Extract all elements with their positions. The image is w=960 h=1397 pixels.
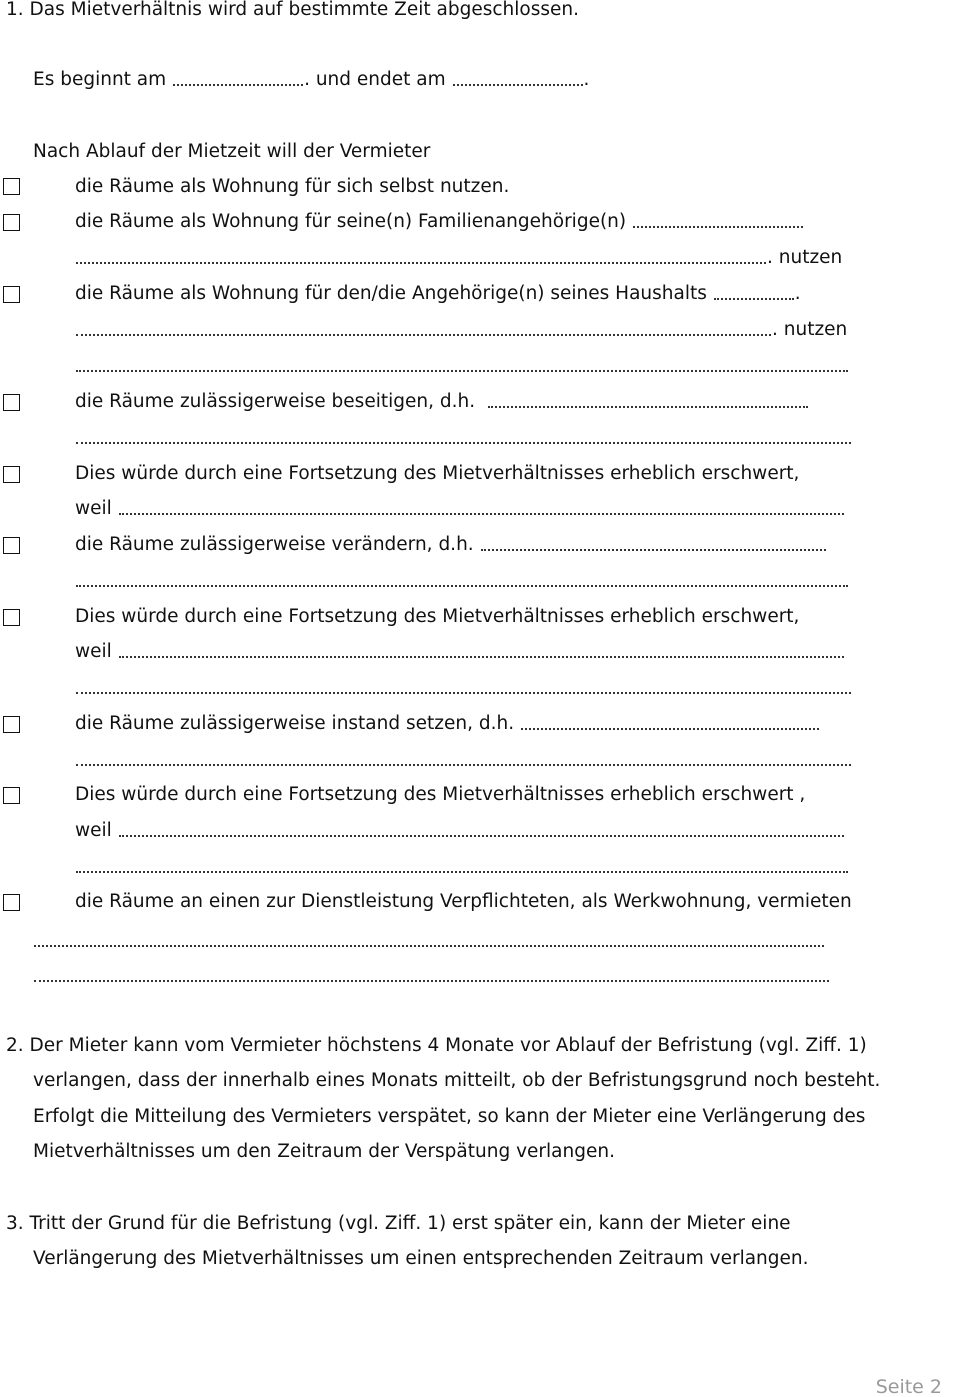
option-label: Dies würde durch eine Fortsetzung des Mietverhältnisses erheblich erschwert,: [75, 463, 800, 484]
term-line: [33, 68, 589, 92]
option-label: die Räume als Wohnung für den/die Angehörige(n) seines Haushalts .: [75, 283, 801, 304]
fill-in-field[interactable]: [521, 724, 819, 730]
section-3-line: Verlängerung des Mietverhältnisses um einen entsprechenden Zeitraum verlangen.: [33, 1248, 809, 1269]
section-2-line: verlangen, dass der innerhalb eines Monats mitteilt, ob der Befristungsgrund noch besteht.: [33, 1070, 881, 1091]
fill-line: [75, 569, 849, 593]
fill-in-field[interactable]: [34, 976, 829, 982]
fill-line: [33, 964, 830, 988]
fill-line: . nutzen: [75, 318, 847, 342]
checkbox-remove[interactable]: [3, 394, 20, 411]
fill-line: [75, 426, 852, 450]
option-label: die Räume zulässigerweise verändern, d.h.: [75, 533, 827, 557]
fill-in-field[interactable]: [34, 941, 824, 947]
checkbox-hardship-1[interactable]: [3, 466, 20, 483]
intro-text: Nach Ablauf der Mietzeit will der Vermieter: [33, 141, 431, 162]
fill-in-field[interactable]: [76, 581, 848, 587]
weil-line: weil: [75, 819, 845, 843]
weil-line: weil: [75, 640, 845, 664]
checkbox-work-apartment[interactable]: [3, 894, 20, 911]
checkbox-repair[interactable]: [3, 716, 20, 733]
fill-in-field[interactable]: [481, 545, 826, 551]
checkbox-family[interactable]: [3, 214, 20, 231]
option-label: die Räume an einen zur Dienstleistung Verpflichteten, als Werkwohnung, vermieten: [75, 891, 852, 912]
fill-in-field[interactable]: [76, 867, 848, 873]
fill-in-field[interactable]: [76, 760, 851, 766]
fill-line: [75, 354, 849, 378]
weil-line: weil: [75, 497, 845, 521]
fill-in-field[interactable]: [119, 509, 844, 515]
option-label: die Räume als Wohnung für seine(n) Familienangehörige(n): [75, 210, 804, 234]
section-2-line: Mietverhältnisses um den Zeitraum der Verspätung verlangen.: [33, 1141, 615, 1162]
section-1-title: 1. Das Mietverhältnis wird auf bestimmte Zeit abgeschlossen.: [6, 0, 579, 20]
checkbox-hardship-3[interactable]: [3, 787, 20, 804]
checkbox-household[interactable]: [3, 286, 20, 303]
checkbox-hardship-2[interactable]: [3, 609, 20, 626]
fill-in-field[interactable]: [76, 438, 851, 444]
checkbox-modify[interactable]: [3, 537, 20, 554]
section-2-line: Erfolgt die Mitteilung des Vermieters verspätet, so kann der Mieter eine Verlängerung des: [33, 1106, 866, 1127]
fill-line: [75, 676, 852, 700]
begin-label: Es beginnt am: [33, 69, 167, 90]
option-label: Dies würde durch eine Fortsetzung des Mietverhältnisses erheblich erschwert,: [75, 606, 800, 627]
begin-date-field[interactable]: [173, 80, 303, 86]
end-date-field[interactable]: [453, 80, 583, 86]
fill-line: . nutzen: [75, 246, 842, 270]
fill-line: [75, 855, 849, 879]
section-2-line: 2. Der Mieter kann vom Vermieter höchstens 4 Monate vor Ablauf der Befristung (vgl. Ziff. 1): [6, 1035, 867, 1056]
fill-in-field[interactable]: [76, 258, 766, 264]
fill-in-field[interactable]: [76, 330, 771, 336]
fill-in-field[interactable]: [714, 294, 794, 300]
option-label: die Räume zulässigerweise beseitigen, d.h.: [75, 390, 809, 414]
option-label: Dies würde durch eine Fortsetzung des Mietverhältnisses erheblich erschwert ,: [75, 784, 806, 805]
fill-in-field[interactable]: [119, 652, 844, 658]
fill-in-field[interactable]: [76, 688, 851, 694]
fill-in-field[interactable]: [488, 402, 808, 408]
checkbox-self-use[interactable]: [3, 178, 20, 195]
fill-in-field[interactable]: [119, 831, 844, 837]
option-label: die Räume als Wohnung für sich selbst nutzen.: [75, 176, 510, 197]
punct: .: [583, 69, 590, 90]
fill-in-field[interactable]: [633, 222, 803, 228]
fill-in-field[interactable]: [76, 366, 848, 372]
end-label: . und endet am: [304, 69, 446, 90]
fill-line: [75, 748, 852, 772]
section-3-line: 3. Tritt der Grund für die Befristung (vgl. Ziff. 1) erst später ein, kann der Mieter eine: [6, 1213, 791, 1234]
option-label: die Räume zulässigerweise instand setzen, d.h.: [75, 712, 820, 736]
fill-line: [33, 929, 825, 953]
page-number: Seite 2: [875, 1376, 942, 1397]
